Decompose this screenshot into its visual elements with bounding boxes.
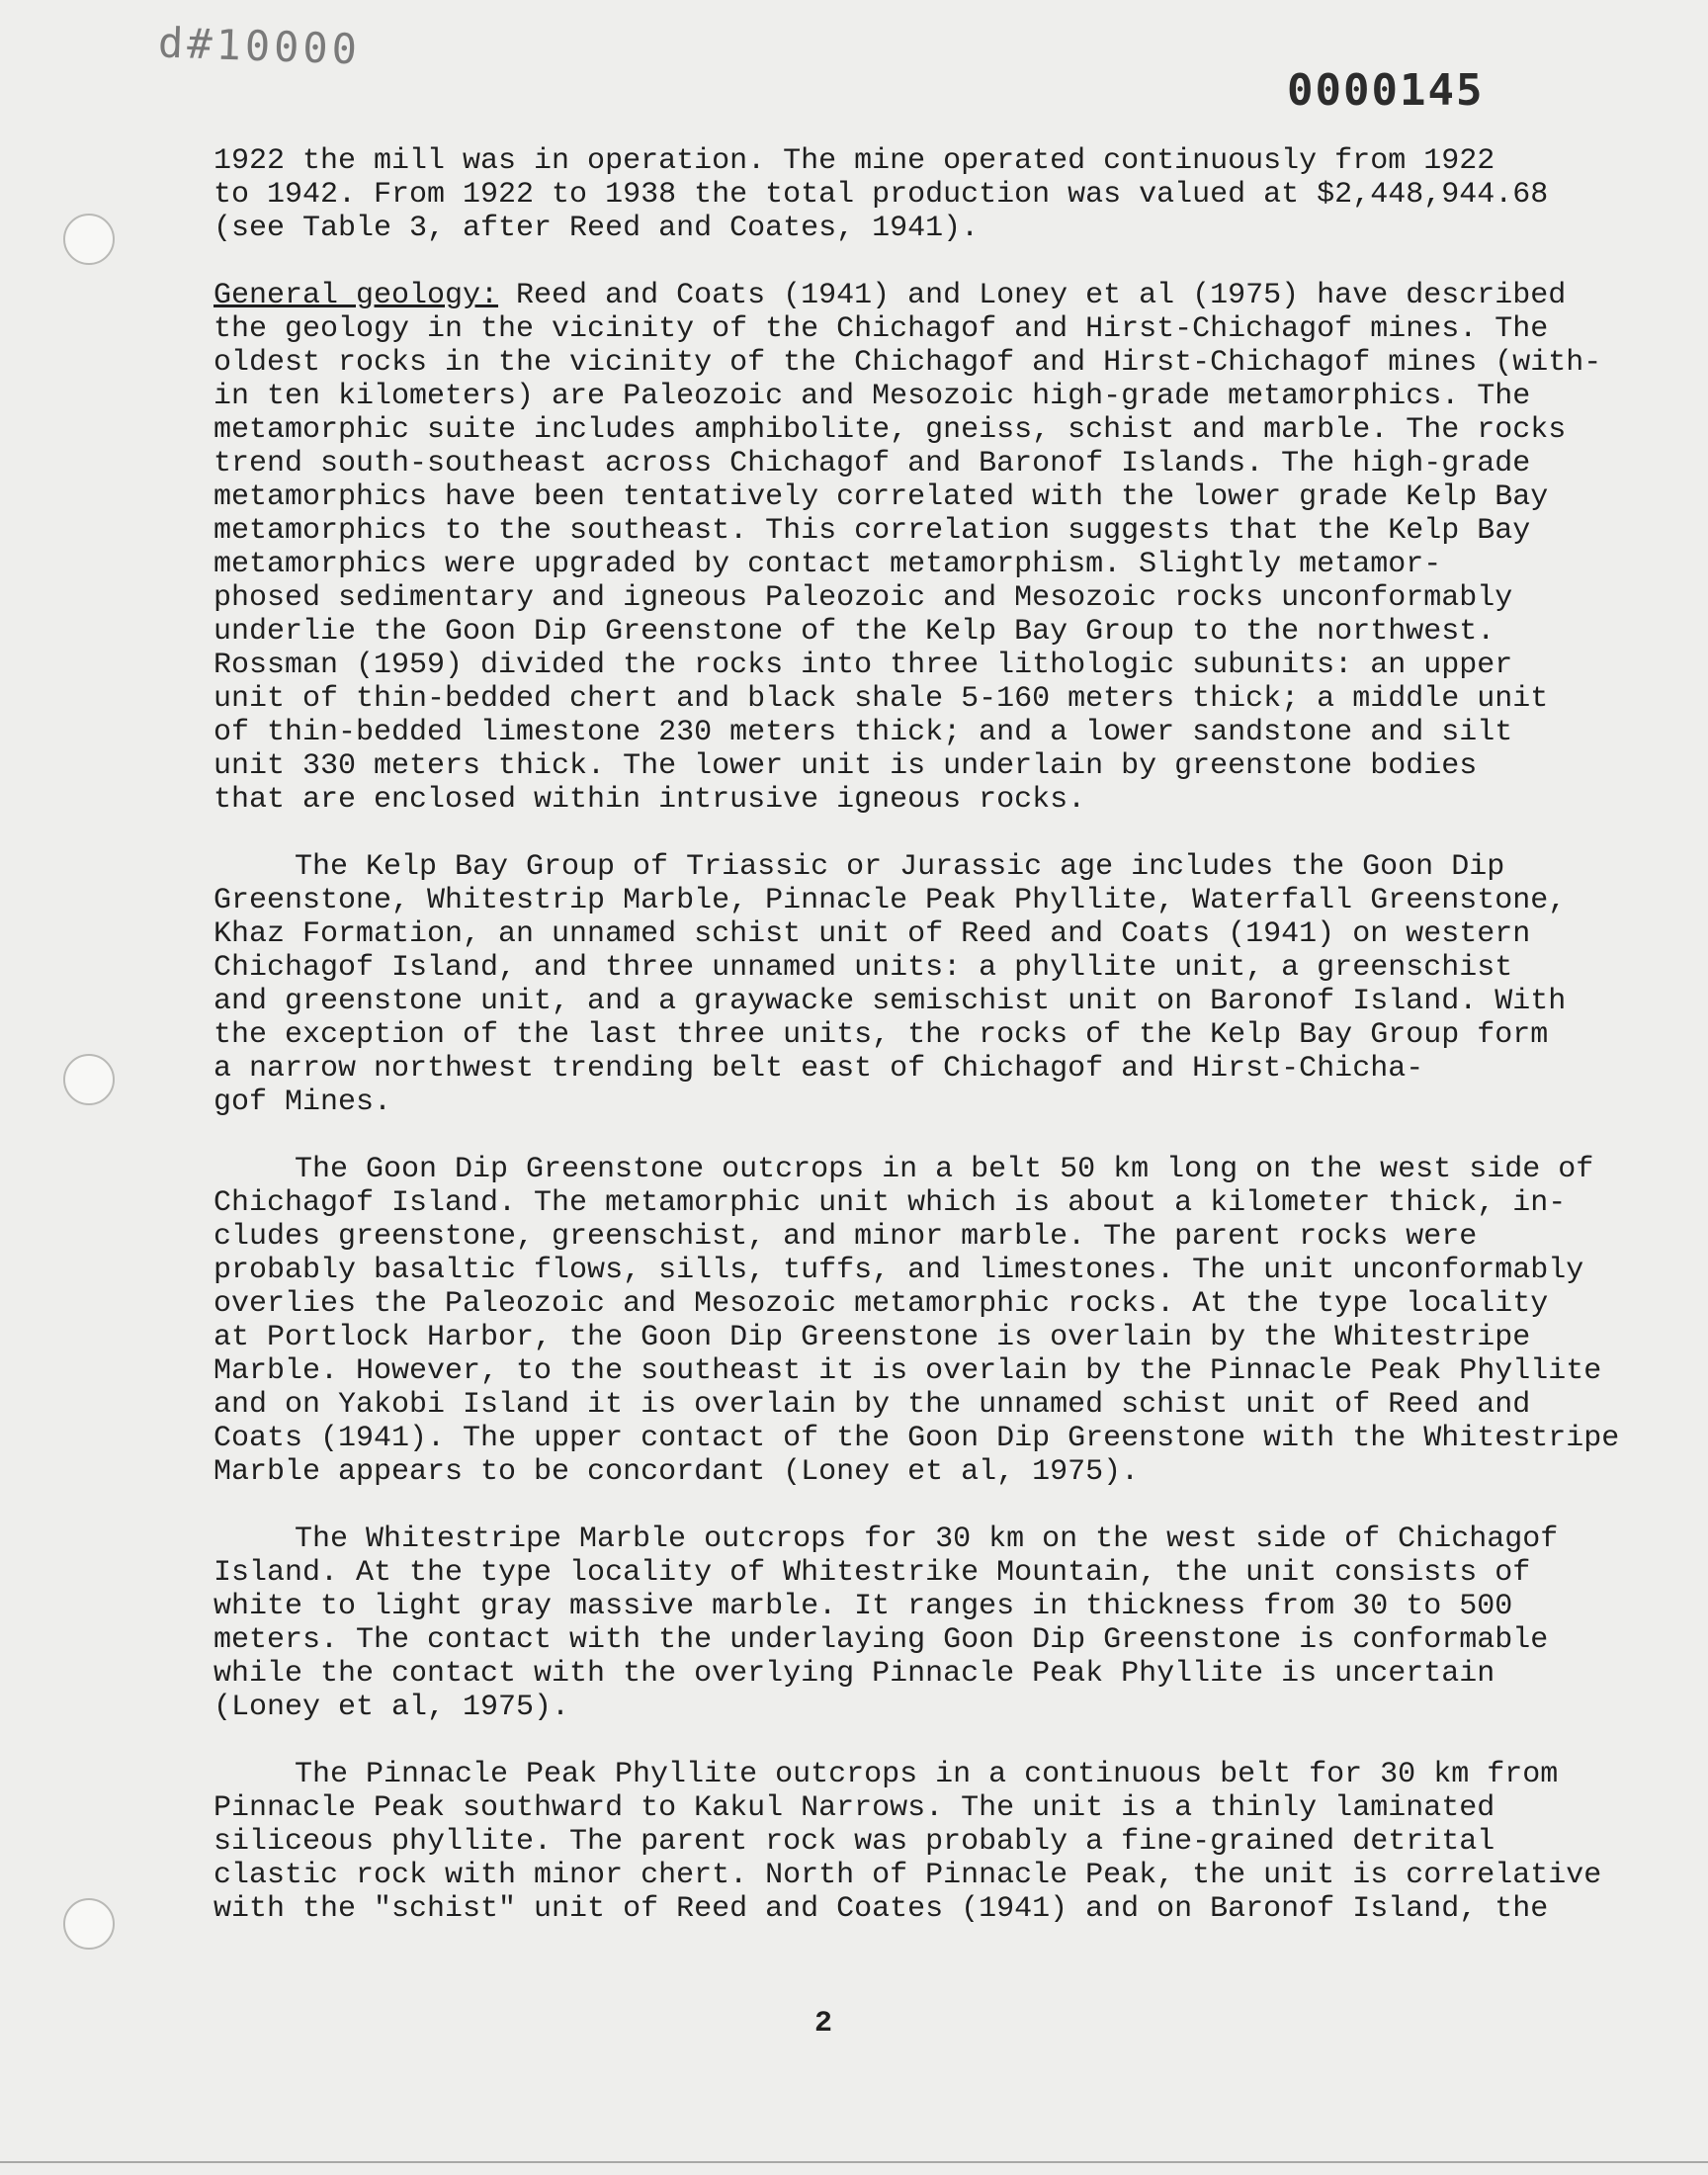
text-line	[214, 279, 1578, 312]
page-edge-divider	[0, 2161, 1708, 2163]
punch-hole-top	[63, 214, 115, 265]
punch-hole-bottom	[63, 1898, 115, 1950]
text-line: a narrow northwest trending belt east of Chichagof and Hirst-Chicha-	[214, 1052, 1424, 1086]
text-line: Island. At the type locality of Whitestrike Mountain, the unit consists of	[214, 1556, 1531, 1590]
text-line: oldest rocks in the vicinity of the Chichagof and Hirst-Chichagof mines (with-	[214, 346, 1602, 380]
text-line: and greenstone unit, and a graywacke semischist unit on Baronof Island. With	[214, 985, 1567, 1018]
text-line: metamorphics to the southeast. This correlation suggests that the Kelp Bay	[214, 514, 1531, 548]
text-line: and on Yakobi Island it is overlain by the unnamed schist unit of Reed and	[214, 1388, 1531, 1422]
text-line: (see Table 3, after Reed and Coates, 1941).	[214, 212, 980, 245]
paragraph-pinnacle-peak-phyllite	[214, 1758, 1602, 1926]
text-line: to 1942. From 1922 to 1938 the total production was valued at $2,448,944.68	[214, 178, 1549, 212]
text-line: metamorphics were upgraded by contact metamorphism. Slightly metamor-	[214, 548, 1442, 581]
text-line: with the "schist" unit of Reed and Coates (1941) and on Baronof Island, the	[214, 1892, 1549, 1926]
text-line: meters. The contact with the underlaying Goon Dip Greenstone is conformable	[214, 1623, 1549, 1657]
paragraph-general-geology	[214, 279, 1602, 817]
section-heading: General geology:	[214, 279, 499, 312]
text-line: unit 330 meters thick. The lower unit is underlain by greenstone bodies	[214, 749, 1478, 783]
text-line: metamorphic suite includes amphibolite, gneiss, schist and marble. The rocks	[214, 413, 1567, 447]
paragraph-whitestripe-marble	[214, 1522, 1578, 1724]
text-line: Marble. However, to the southeast it is overlain by the Pinnacle Peak Phyllite	[214, 1354, 1602, 1388]
text-line: underlie the Goon Dip Greenstone of the Kelp Bay Group to the northwest.	[214, 615, 1495, 649]
text-line: Chichagof Island, and three unnamed units: a phyllite unit, a greenschist	[214, 951, 1513, 985]
text-line: Rossman (1959) divided the rocks into three lithologic subunits: an upper	[214, 649, 1513, 682]
text-line: overlies the Paleozoic and Mesozoic metamorphic rocks. At the type locality	[214, 1287, 1549, 1321]
text-line: gof Mines.	[214, 1086, 392, 1119]
text-line: unit of thin-bedded chert and black shale 5-160 meters thick; a middle unit	[214, 682, 1549, 716]
text-line: cludes greenstone, greenschist, and minor marble. The parent rocks were	[214, 1220, 1478, 1254]
paragraph-kelp-bay-group	[214, 850, 1578, 1119]
text-fragment: Reed and Coats (1941) and Loney et al (1975) have described	[498, 279, 1567, 312]
text-line: The Pinnacle Peak Phyllite outcrops in a continuous belt for 30 km from	[295, 1758, 1559, 1791]
text-line: that are enclosed within intrusive igneous rocks.	[214, 783, 1086, 817]
text-line: Coats (1941). The upper contact of the Goon Dip Greenstone with the Whitestripe	[214, 1422, 1620, 1455]
text-line: in ten kilometers) are Paleozoic and Mesozoic high-grade metamorphics. The	[214, 380, 1531, 413]
text-line: the exception of the last three units, the rocks of the Kelp Bay Group form	[214, 1018, 1549, 1052]
text-line: of thin-bedded limestone 230 meters thick; and a lower sandstone and silt	[214, 716, 1513, 749]
text-line: Greenstone, Whitestrip Marble, Pinnacle Peak Phyllite, Waterfall Greenstone,	[214, 884, 1567, 917]
text-line: The Kelp Bay Group of Triassic or Jurassic age includes the Goon Dip	[295, 850, 1505, 884]
text-line: while the contact with the overlying Pinnacle Peak Phyllite is uncertain	[214, 1657, 1495, 1691]
text-line: phosed sedimentary and igneous Paleozoic and Mesozoic rocks unconformably	[214, 581, 1513, 615]
text-line: The Goon Dip Greenstone outcrops in a belt 50 km long on the west side of	[295, 1153, 1594, 1186]
page-number: 2	[814, 2007, 833, 2041]
text-line: siliceous phyllite. The parent rock was probably a fine-grained detrital	[214, 1825, 1495, 1859]
paragraph-goon-dip-greenstone	[214, 1153, 1620, 1489]
document-body	[214, 144, 1620, 1959]
text-line: trend south-southeast across Chichagof and Baronof Islands. The high-grade	[214, 447, 1531, 480]
text-line: clastic rock with minor chert. North of Pinnacle Peak, the unit is correlative	[214, 1859, 1602, 1892]
text-line: The Whitestripe Marble outcrops for 30 km on the west side of Chichagof	[295, 1522, 1559, 1556]
text-line: 1922 the mill was in operation. The mine operated continuously from 1922	[214, 144, 1495, 178]
text-line: metamorphics have been tentatively correlated with the lower grade Kelp Bay	[214, 480, 1549, 514]
text-line: Khaz Formation, an unnamed schist unit of Reed and Coats (1941) on western	[214, 917, 1531, 951]
text-line: Marble appears to be concordant (Loney et al, 1975).	[214, 1455, 1140, 1489]
text-line: (Loney et al, 1975).	[214, 1691, 570, 1724]
text-line: Pinnacle Peak southward to Kakul Narrows. The unit is a thinly laminated	[214, 1791, 1495, 1825]
text-line: white to light gray massive marble. It ranges in thickness from 30 to 500	[214, 1590, 1513, 1623]
text-line: the geology in the vicinity of the Chichagof and Hirst-Chichagof mines. The	[214, 312, 1549, 346]
punch-hole-middle	[63, 1054, 115, 1105]
document-number-stamp: 0000145	[1287, 65, 1485, 116]
handwritten-stamp: d#10000	[157, 18, 362, 74]
text-line: probably basaltic flows, sills, tuffs, and limestones. The unit unconformably	[214, 1254, 1584, 1287]
text-line: at Portlock Harbor, the Goon Dip Greenstone is overlain by the Whitestripe	[214, 1321, 1531, 1354]
text-line: Chichagof Island. The metamorphic unit which is about a kilometer thick, in-	[214, 1186, 1567, 1220]
paragraph-mill-operation	[214, 144, 1578, 245]
